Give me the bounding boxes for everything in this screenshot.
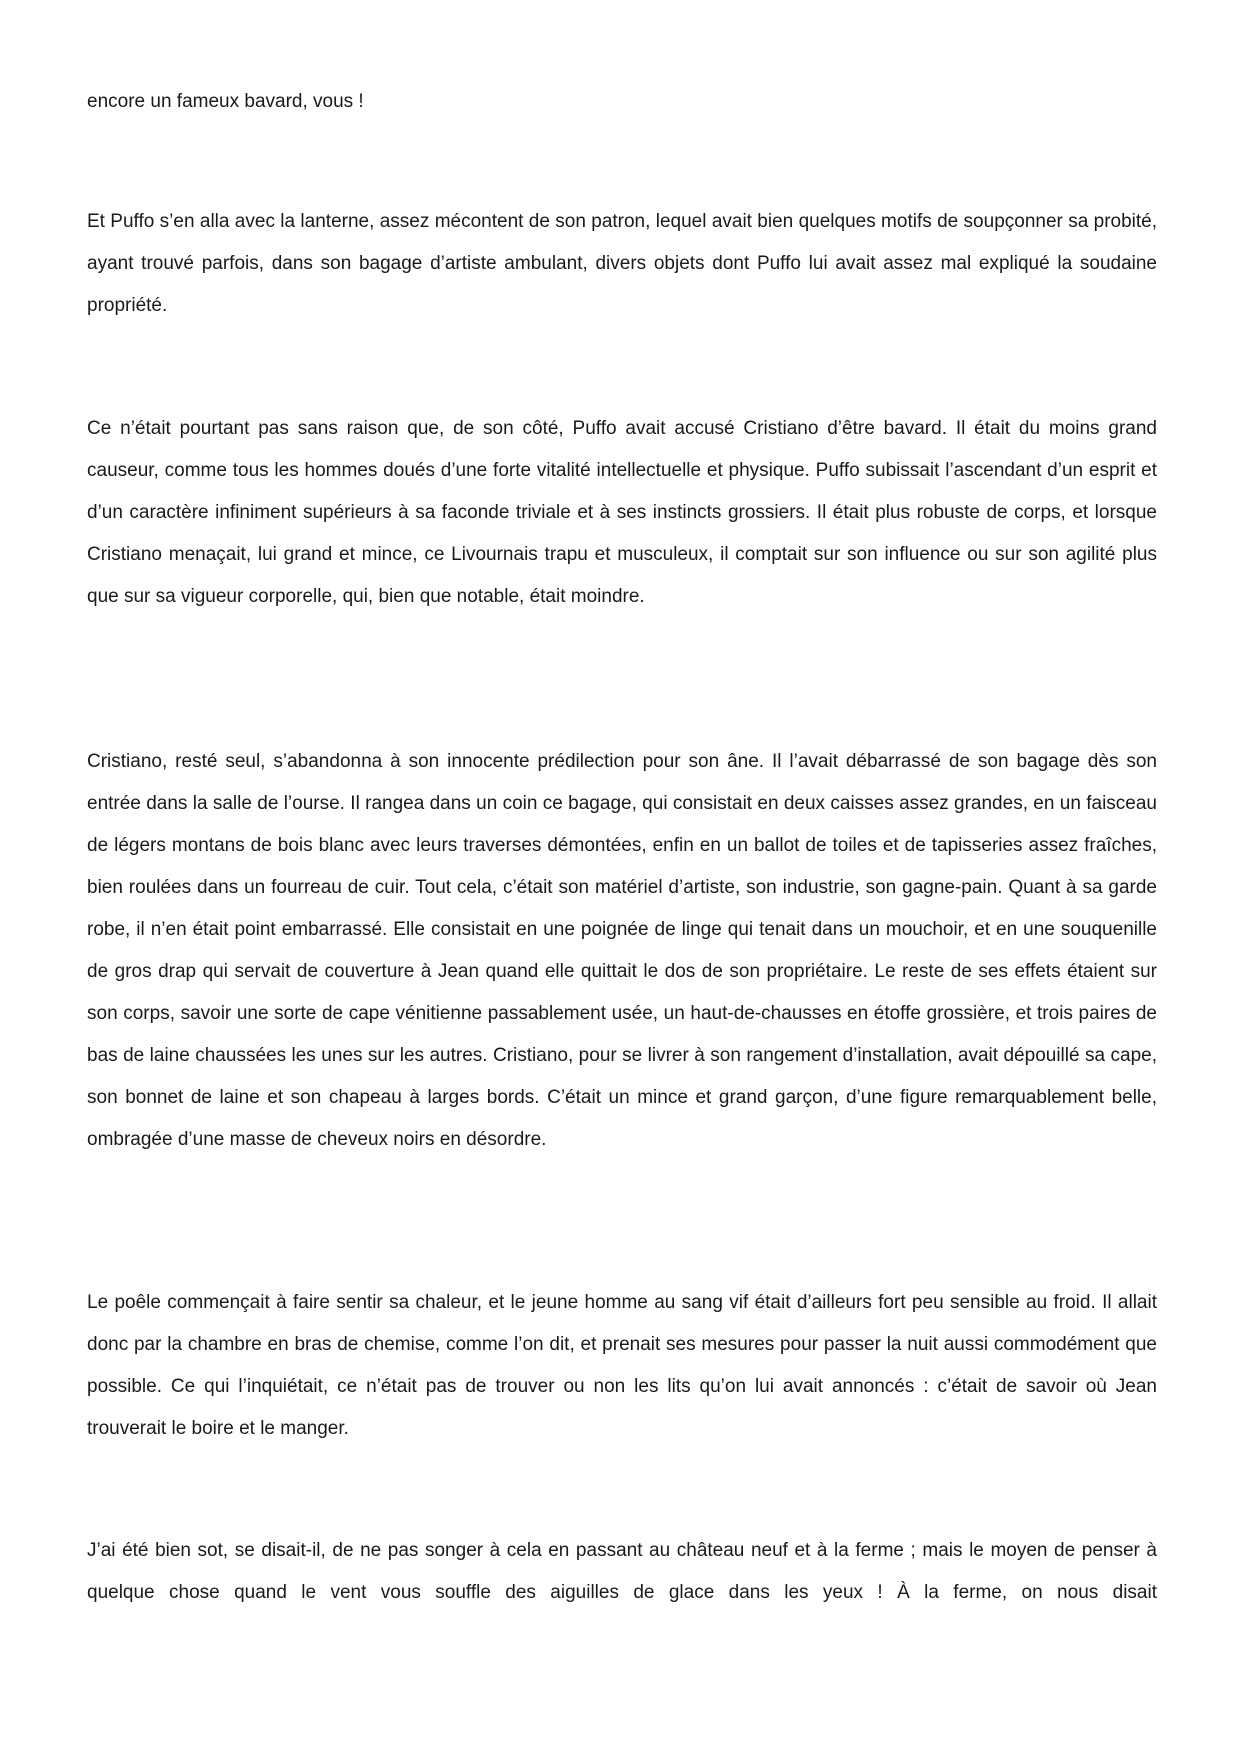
paragraph: Et Puffo s’en alla avec la lanterne, assez mécontent de son patron, lequel avait bien quelques motifs de soupçonner sa probité, ayant trouvé parfois, dans son bagage d’artiste ambulant, divers objets dont Puffo lui avait assez mal expliqué la soudaine propriété. — [87, 211, 1157, 316]
paragraph: Cristiano, resté seul, s’abandonna à son innocente prédilection pour son âne. Il l’avait débarrassé de son bagage dès son entrée dans la salle de l’ourse. Il rangea dans un coin ce bagage, qui consistait en deux caisses assez grandes, en un faisceau de légers montans de bois blanc avec leurs traverses démontées, enfin en un ballot de toiles et de tapisseries assez fraîches, bien roulées dans un fourreau de cuir. Tout cela, c’était son matériel d’artiste, son industrie, son gagne-pain. Quant à sa garde robe, il n’en était point embarrassé. Elle consistait en une poignée de linge qui tenait dans un mouchoir, et en une souquenille de gros drap qui servait de couverture à Jean quand elle quittait le dos de son propriétaire. Le reste de ses effets étaient sur son corps, savoir une sorte de cape vénitienne passablement usée, un haut-de-chausses en étoffe grossière, et trois paires de bas de laine chaussées les unes sur les autres. Cristiano, pour se livrer à son rangement d’installation, avait dépouillé sa cape, son bonnet de laine et son chapeau à larges bords. C’était un mince et grand garçon, d’une figure remarquablement belle, ombragée d’une masse de cheveux noirs en désordre. — [87, 751, 1157, 1150]
paragraph: encore un fameux bavard, vous ! — [87, 91, 364, 112]
paragraph: Ce n’était pourtant pas sans raison que, de son côté, Puffo avait accusé Cristiano d’être bavard. Il était du moins grand causeur, comme tous les hommes doués d’une forte vitalité intellectuelle et physique. Puffo subissait l’ascendant d’un esprit et d’un caractère infiniment supérieurs à sa faconde triviale et à ses instincts grossiers. Il était plus robuste de corps, et lorsque Cristiano menaçait, lui grand et mince, ce Livournais trapu et musculeux, il comptait sur son influence ou sur son agilité plus que sur sa vigueur corporelle, qui, bien que notable, était moindre. — [87, 418, 1157, 607]
paragraph: J’ai été bien sot, se disait-il, de ne pas songer à cela en passant au château neuf et à la ferme ; mais le moyen de penser à quelque chose quand le vent vous souffle des aiguilles de glace dans les yeux ! À la ferme, on nous disait — [87, 1540, 1157, 1603]
paragraph: Le poêle commençait à faire sentir sa chaleur, et le jeune homme au sang vif était d’ailleurs fort peu sensible au froid. Il allait donc par la chambre en bras de chemise, comme l’on dit, et prenait ses mesures pour passer la nuit aussi commodément que possible. Ce qui l’inquiétait, ce n’était pas de trouver ou non les lits qu’on lui avait annoncés : c’était de savoir où Jean trouverait le boire et le manger. — [87, 1292, 1157, 1439]
